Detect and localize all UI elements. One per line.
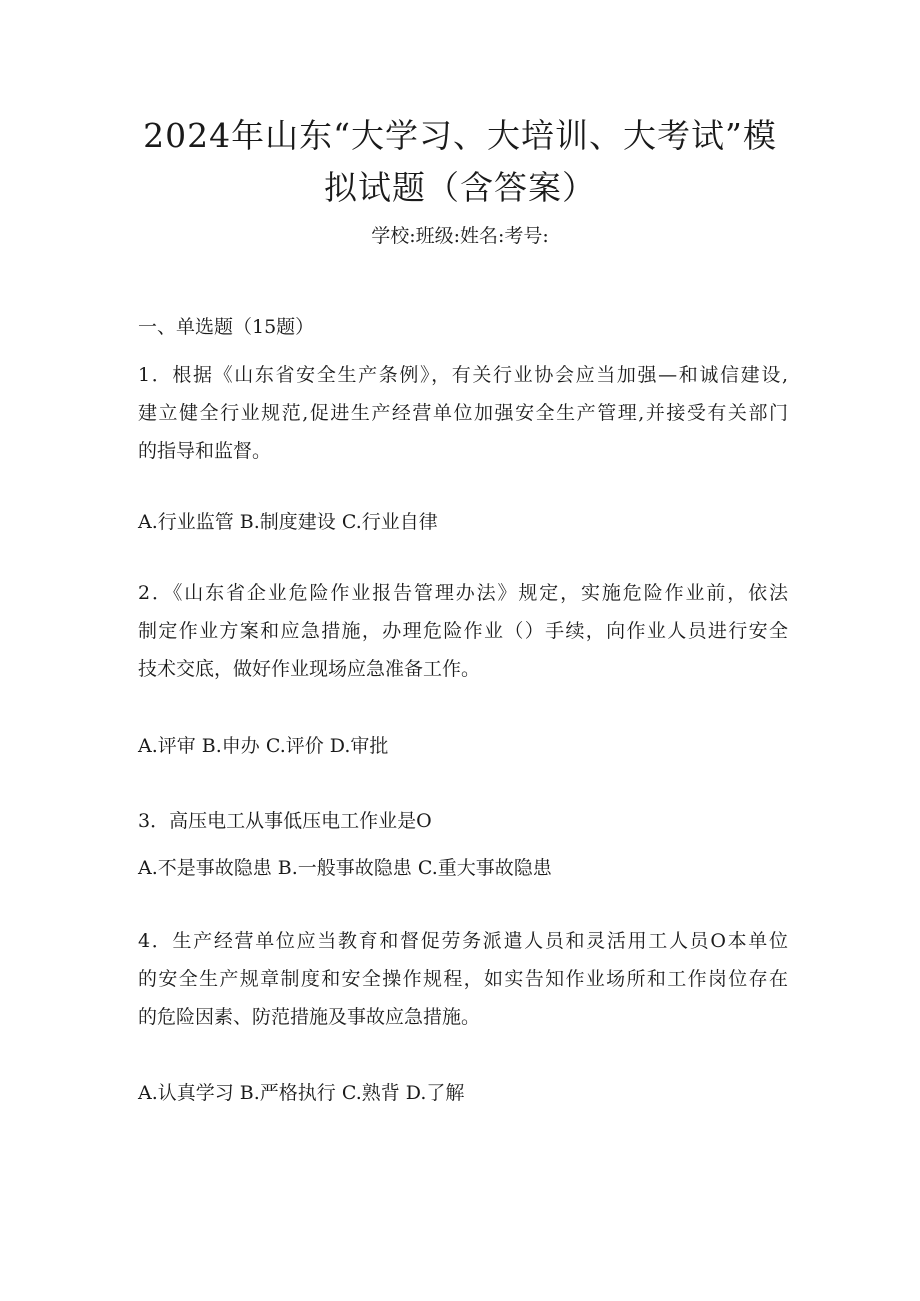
question-4 [138, 922, 788, 1036]
question-4-line-1: 4．生产经营单位应当教育和督促劳务派遣人员和灵活用工人员O本单位 [138, 930, 788, 952]
question-4-options: A.认真学习 B.严格执行 C.熟背 D.了解 [138, 1082, 465, 1104]
question-4-line-3: 的危险因素、防范措施及事故应急措施。 [138, 1006, 481, 1028]
document-title-line-2: 拟试题（含答案） [324, 168, 596, 207]
question-4-line-2: 的安全生产规章制度和安全操作规程，如实告知作业场所和工作岗位存在 [138, 968, 788, 990]
question-2-line-1: 2．《山东省企业危险作业报告管理办法》规定，实施危险作业前，依法 [138, 582, 788, 604]
question-1-line-1: 1．根据《山东省安全生产条例》，有关行业协会应当加强—和诚信建设, [138, 364, 788, 386]
question-2-options: A.评审 B.申办 C.评价 D.审批 [138, 735, 389, 757]
document-title-line-1: 2024年山东“大学习、大培训、大考试”模 [143, 116, 777, 155]
question-3-options: A.不是事故隐患 B.一般事故隐患 C.重大事故隐患 [138, 857, 552, 879]
question-3 [138, 802, 788, 840]
question-1-options: A.行业监管 B.制度建设 C.行业自律 [138, 511, 438, 533]
question-2-line-2: 制定作业方案和应急措施，办理危险作业（）手续，向作业人员进行安全 [138, 620, 788, 642]
question-2 [138, 574, 788, 688]
question-1-line-3: 的指导和监督。 [138, 440, 272, 462]
question-1 [138, 356, 788, 470]
question-1-line-2: 建立健全行业规范,促进生产经营单位加强安全生产管理,并接受有关部门 [138, 402, 788, 424]
section-heading: 一、单选题（15题） [138, 316, 315, 338]
question-2-line-3: 技术交底，做好作业现场应急准备工作。 [138, 658, 481, 680]
student-info-line: 学校:班级:姓名:考号: [371, 225, 549, 247]
question-3-line-1: 3．高压电工从事低压电工作业是O [138, 810, 432, 832]
